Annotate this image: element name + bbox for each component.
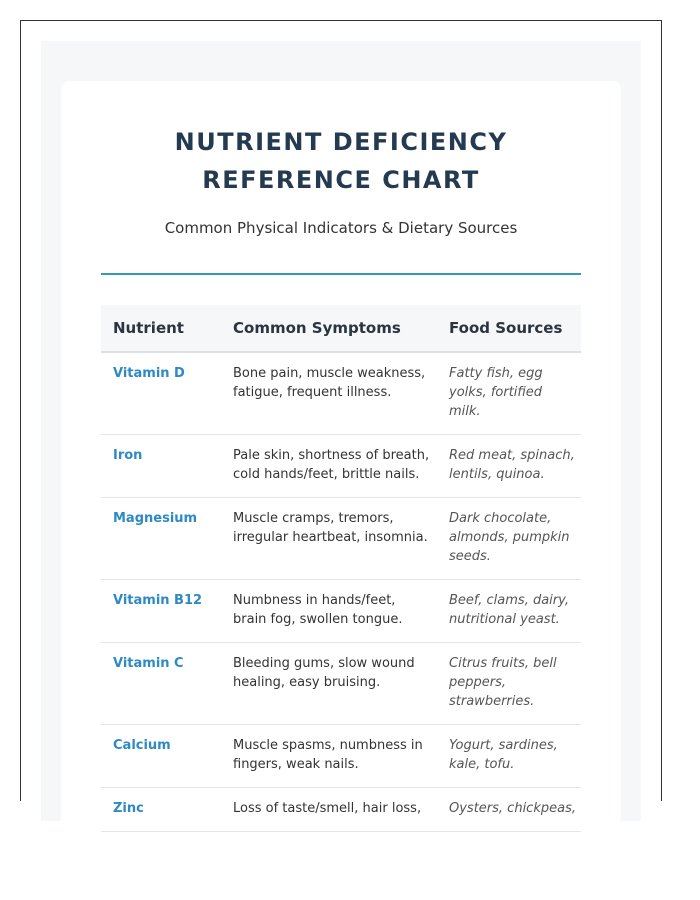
nutrient-name: Zinc — [101, 788, 221, 832]
nutrient-name: Iron — [101, 435, 221, 498]
table-row — [101, 498, 581, 580]
symptoms-cell: Muscle spasms, numbness in fingers, weak nails. — [221, 725, 437, 788]
header-row — [101, 305, 581, 352]
reference-card — [61, 81, 621, 841]
header-nutrient: Nutrient — [101, 305, 221, 352]
sources-cell: Beef, clams, dairy, nutritional yeast. — [437, 580, 581, 643]
table-row — [101, 725, 581, 788]
table-container — [101, 305, 581, 832]
nutrient-name: Vitamin C — [101, 643, 221, 725]
nutrient-name: Calcium — [101, 725, 221, 788]
table-row — [101, 580, 581, 643]
table-row — [101, 352, 581, 435]
page-subtitle: Common Physical Indicators & Dietary Sources — [164, 219, 518, 237]
sources-cell: Fatty fish, egg yolks, fortified milk. — [437, 352, 581, 435]
nutrient-name: Vitamin D — [101, 352, 221, 435]
nutrient-table — [101, 305, 581, 832]
header-symptoms: Common Symptoms — [221, 305, 437, 352]
page-frame — [20, 20, 662, 816]
nutrient-name: Vitamin B12 — [101, 580, 221, 643]
symptoms-cell: Loss of taste/smell, hair loss, — [221, 788, 437, 832]
table-row — [101, 788, 581, 832]
nutrient-name: Magnesium — [101, 498, 221, 580]
page-title: NUTRIENT DEFICIENCY REFERENCE CHART — [174, 128, 508, 194]
sources-cell: Yogurt, sardines, kale, tofu. — [437, 725, 581, 788]
table-body — [101, 352, 581, 832]
sources-cell: Dark chocolate, almonds, pumpkin seeds. — [437, 498, 581, 580]
symptoms-cell: Muscle cramps, tremors, irregular heartbeat, insomnia. — [221, 498, 437, 580]
table-header — [101, 305, 581, 352]
table-row — [101, 643, 581, 725]
sources-cell: Citrus fruits, bell peppers, strawberries. — [437, 643, 581, 725]
table-row — [101, 435, 581, 498]
symptoms-cell: Numbness in hands/feet, brain fog, swollen tongue. — [221, 580, 437, 643]
symptoms-cell: Bone pain, muscle weakness, fatigue, frequent illness. — [221, 352, 437, 435]
symptoms-cell: Pale skin, shortness of breath, cold hands/feet, brittle nails. — [221, 435, 437, 498]
header-sources: Food Sources — [437, 305, 581, 352]
document-background — [41, 41, 641, 821]
sources-cell: Red meat, spinach, lentils, quinoa. — [437, 435, 581, 498]
symptoms-cell: Bleeding gums, slow wound healing, easy bruising. — [221, 643, 437, 725]
title-divider — [101, 273, 581, 275]
sources-cell: Oysters, chickpeas, — [437, 788, 581, 832]
